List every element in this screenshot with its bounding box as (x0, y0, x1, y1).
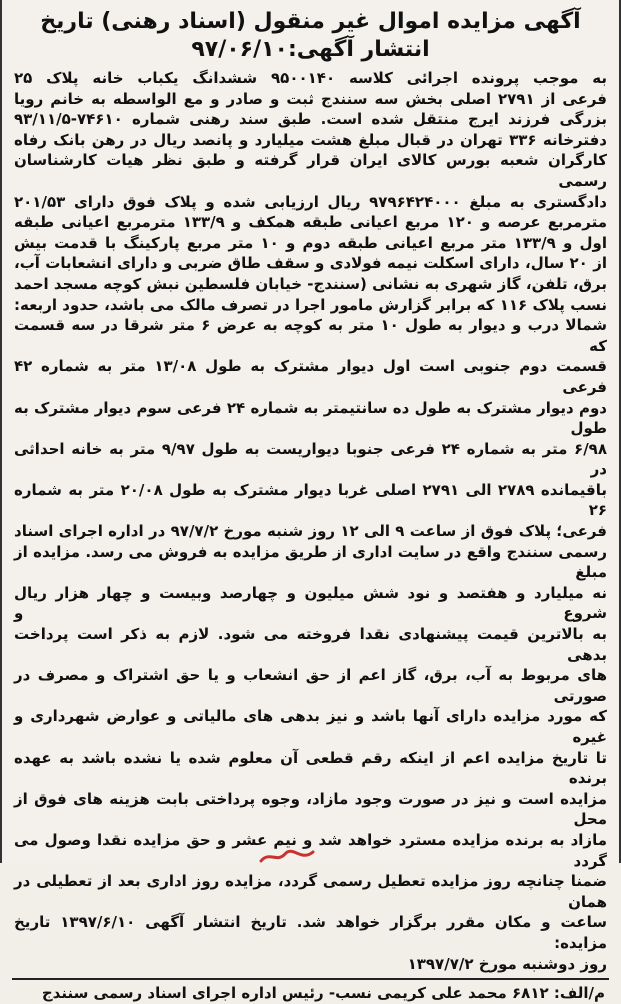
body-line: ساعت و مکان مقرر برگزار خواهد شد. تاریخ انتشار آگهی ۱۳۹۷/۶/۱۰ تاریخ مزایده: (14, 913, 607, 952)
body-line: اول و ۱۳۳/۹ متر مربع اعیانی طبقه دوم و ۱۰ متر مربع پارکینگ با قدمت بیش (14, 233, 607, 252)
body-line: دفترخانه ۳۳۶ تهران در قبال مبلغ هشت میلیارد و پانصد ریال در رهن بانک رفاه (14, 130, 607, 149)
body-line: مازاد به برنده مزایده مسترد خواهد شد و نیم عشر و حق مزایده نقدا وصول می گردد (14, 830, 607, 870)
notice-body (12, 68, 609, 974)
body-line: قسمت دوم جنوبی است اول دیوار مشترک به طول ۱۳/۰۸ متر به شماره ۴۲ فرعی (14, 357, 607, 396)
body-line: ۶/۹۸ متر به شماره ۲۴ فرعی جنوبا دیواریست به طول ۹/۹۷ متر به خانه احداثی در (14, 439, 607, 479)
body-line: باقیمانده ۲۷۸۹ الی ۲۷۹۱ اصلی غربا دیوار مشترک به طول ۲۰/۰۸ متر به شماره ۲۶ (14, 480, 607, 520)
title-line-1: آگهی مزایده اموال غیر منقول (اسناد رهنی) تاریخ (40, 9, 581, 34)
body-line: فرعی از ۲۷۹۱ اصلی بخش سه سنندج ثبت و صادر و مع الواسطه به خانم رویا (14, 89, 607, 108)
body-line: های مربوط به آب، برق، گاز اعم از حق انشعاب و یا حق اشتراک و مصرف در صورتی (14, 666, 607, 705)
divider (12, 978, 609, 980)
body-line: ضمنا چنانچه روز مزایده تعطیل رسمی گردد، مزایده روز اداری بعد از تعطیلی در همان (14, 872, 607, 911)
body-line: دادگستری به مبلغ ۹۷۹۶۴۲۴۰۰۰ ریال ارزیابی شده و پلاک فوق دارای ۲۰۱/۵۳ (14, 192, 607, 211)
body-line: به موجب پرونده اجرائی کلاسه ۹۵۰۰۱۴۰ ششدانگ یکباب خانه پلاک ۲۵ (14, 69, 607, 87)
body-line: شمالا درب و دیوار به طول ۱۰ متر به کوچه به عرض ۶ متر شرقا در سه قسمت که (14, 316, 608, 355)
body-line: مزایده است و نیز در صورت وجود مازاد، وجوه پرداختی بابت هزینه های فوق از محل (14, 789, 607, 829)
body-line: تا تاریخ مزایده اعم از اینکه رقم قطعی آن معلوم شده یا نشده باشد به عهده برنده (14, 748, 607, 788)
body-line: نه میلیارد و هفتصد و نود شش میلیون و چهارصد وبیست و چهار هزار ریال شروع و (14, 583, 607, 623)
body-line: به بالاترین قیمت پیشنهادی نقدا فروخته می شود. لازم به ذکر است پرداخت بدهی (14, 625, 607, 664)
body-line: بزرگی فرزند ایرج منتقل شده است. طبق سند رهنی شماره ۷۴۶۱۰-۹۳/۱۱/۵ (14, 110, 607, 129)
notice-title (12, 8, 609, 64)
red-stamp-icon (257, 849, 317, 863)
body-line: فرعی؛ پلاک فوق از ساعت ۹ الی ۱۲ روز شنبه مورخ ۹۷/۷/۲ در اداره اجرای اسناد (14, 522, 607, 541)
body-line: نسب پلاک ۱۱۶ که برابر گزارش مامور اجرا در تصرف مالک می باشد، حدود اربعه: (14, 295, 607, 314)
body-line: از ۲۰ سال، دارای اسکلت نیمه فولادی و سقف طاق ضربی و دارای انشعابات آب، (14, 254, 607, 273)
title-line-2: انتشار آگهی:۹۷/۰۶/۱۰ (191, 37, 430, 62)
body-line: مترمربع عرصه و ۱۲۰ مربع اعیانی طبقه همکف و ۱۳۳/۹ مترمربع اعیانی طبقه (14, 213, 607, 232)
body-line: دوم دیوار مشترک به طول ده سانتیمتر به شماره ۲۴ فرعی سوم دیوار مشترک به طول (14, 398, 607, 438)
body-line: رسمی سنندج واقع در سایت اداری از طریق مزایده به فروش می رسد. مزایده از مبلغ (14, 542, 607, 582)
body-line: کارگران شعبه بورس کالای ایران قرار گرفته و طبق نظر هیات کارشناسان رسمی (14, 151, 607, 190)
body-line: برق، تلفن، گاز شهری به نشانی (سنندج- خیابان فلسطین نبش کوچه مسجد احمد (14, 274, 607, 293)
body-line: که مورد مزایده دارای آنها باشد و نیز بدهی های مالیاتی و عوارض شهرداری و غیره (14, 707, 607, 746)
body-line: روز دوشنبه مورخ ۱۳۹۷/۷/۲ (407, 954, 607, 973)
notice-footer: م/الف: ۶۸۱۲ محمد علی کریمی نسب- رئیس اداره اجرای اسناد رسمی سنندج (41, 984, 605, 1003)
